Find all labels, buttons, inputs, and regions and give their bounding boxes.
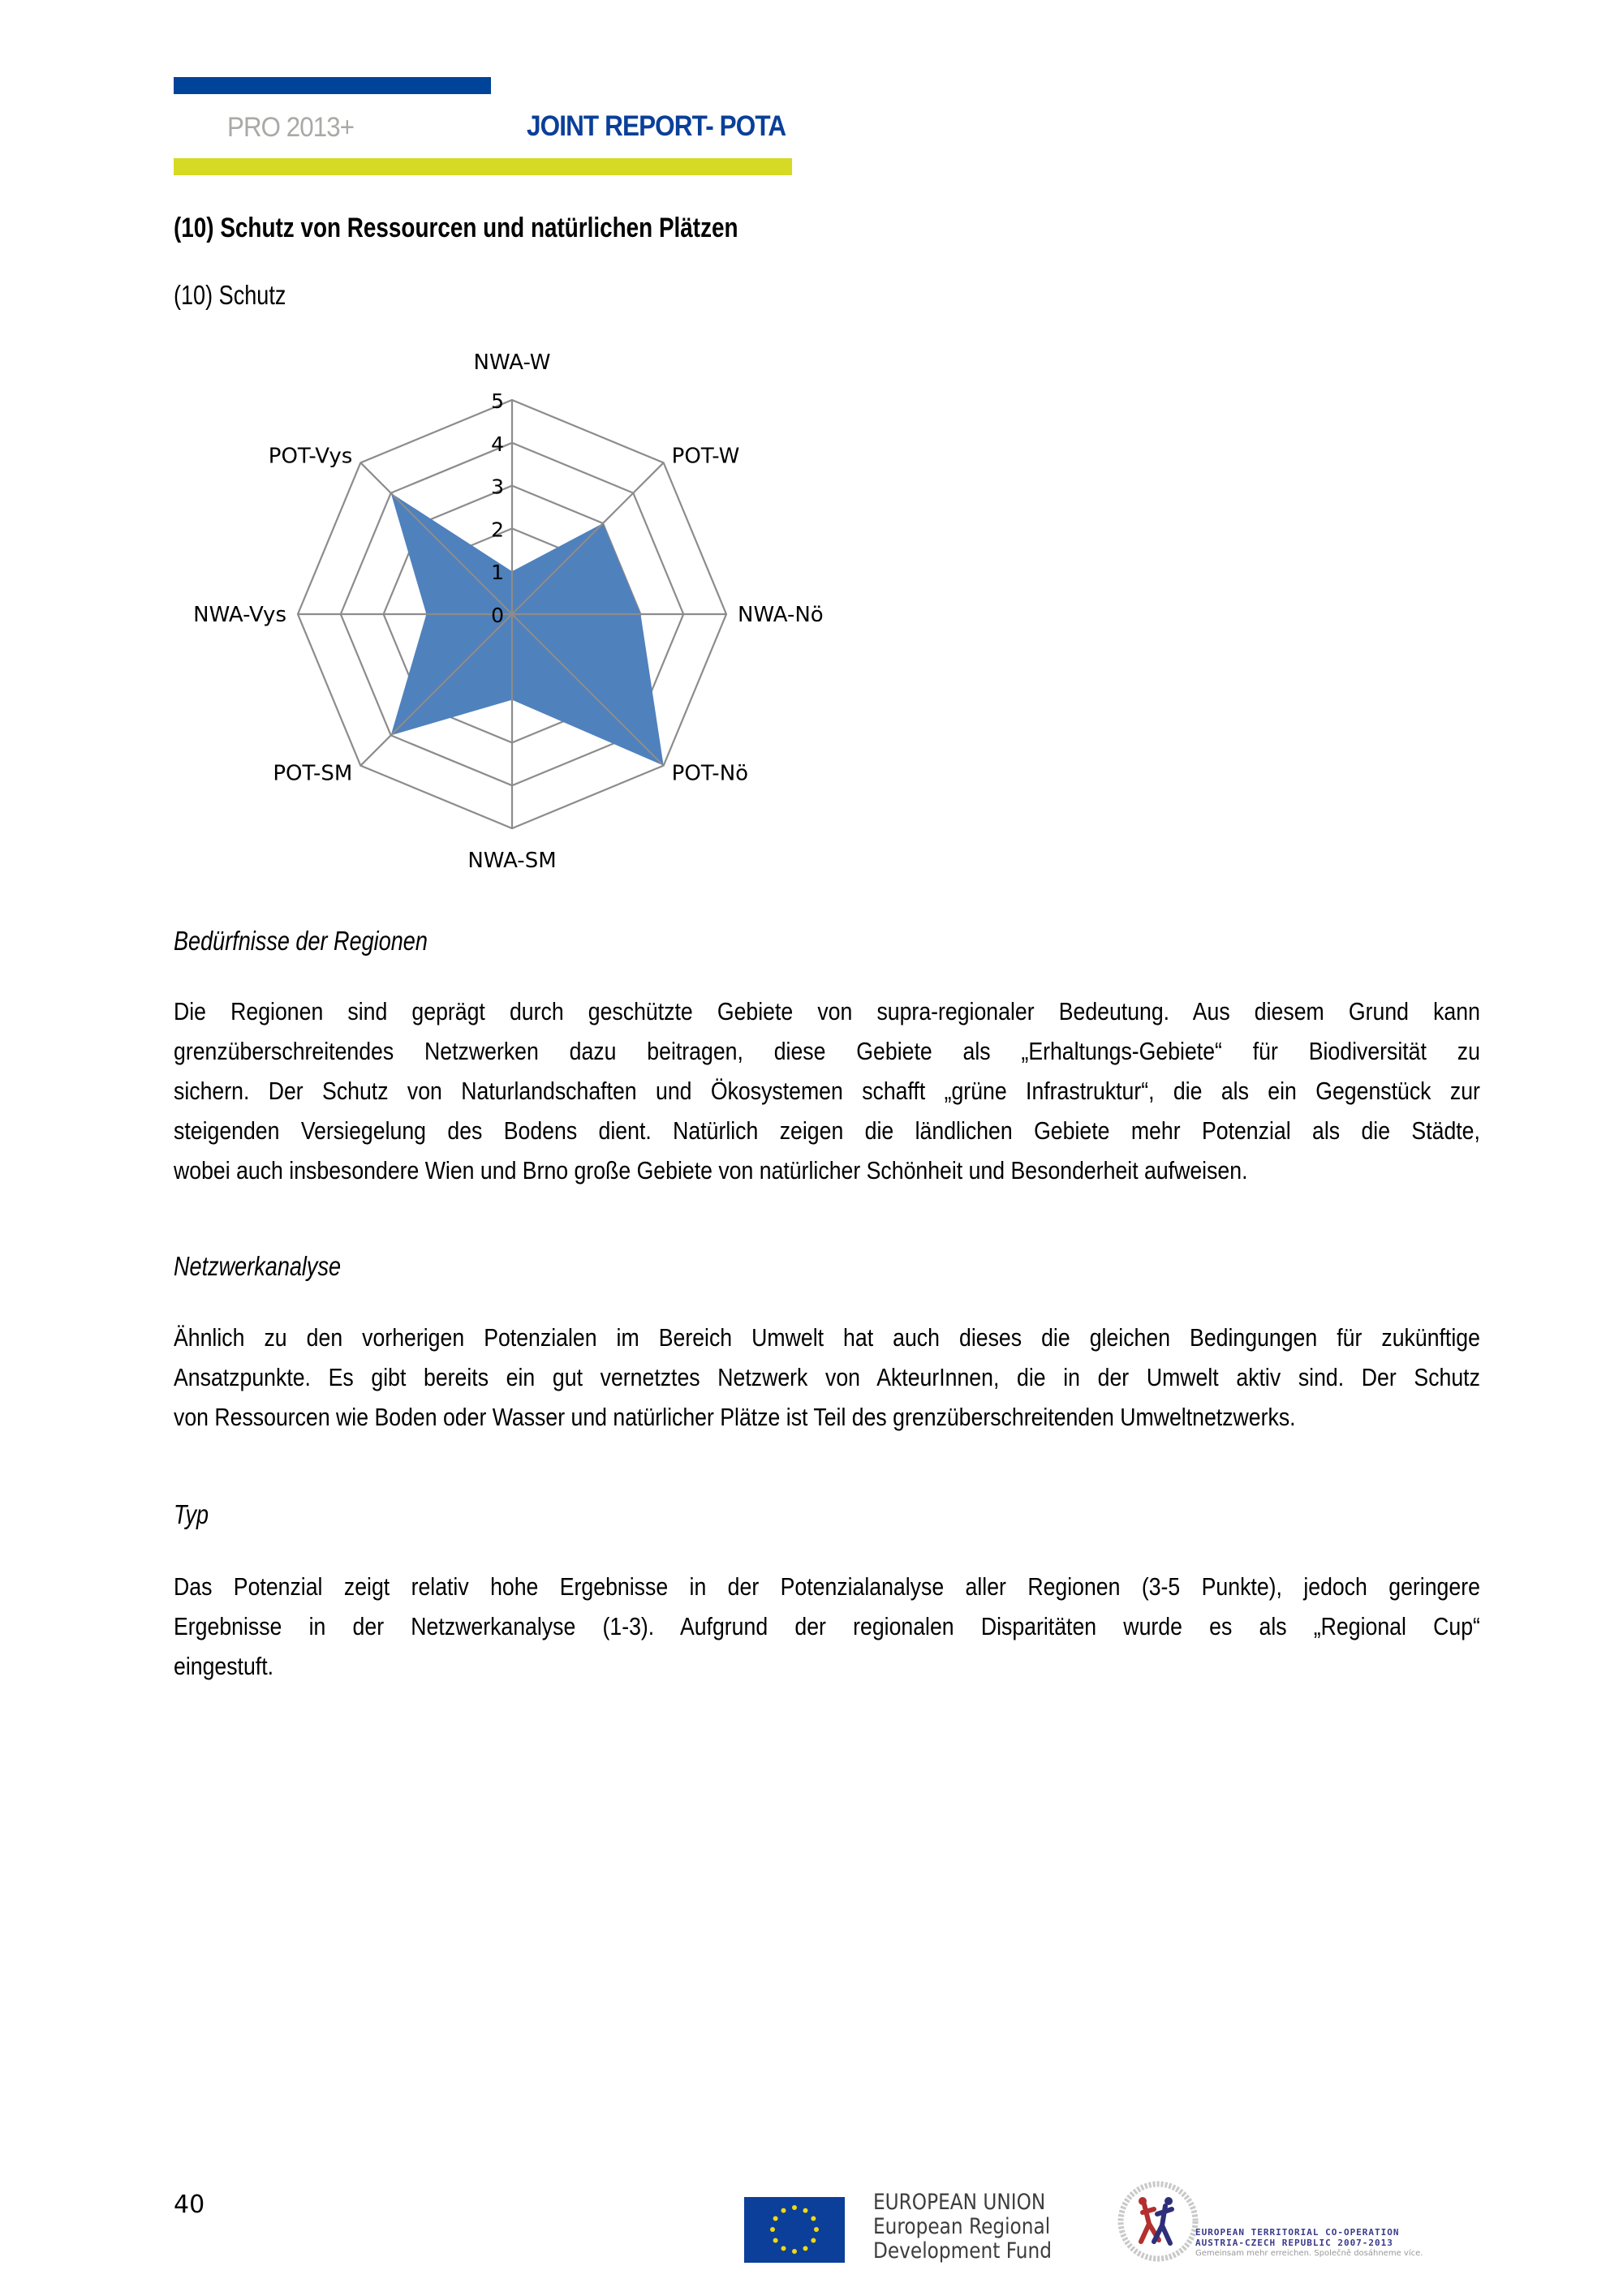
paragraph-line: Das Potenzial zeigt relativ hohe Ergebnisse in der Potenzialanalyse aller Regionen (3-5 Punkte), jedoch geringere xyxy=(174,1572,1480,1601)
paragraph-line: von Ressourcen wie Boden oder Wasser und natürlicher Plätze ist Teil des grenzüberschreitenden Umweltnetzwerks. xyxy=(174,1403,1296,1431)
paragraph-line: eingestuft. xyxy=(174,1652,274,1680)
eu-line: EUROPEAN UNION xyxy=(873,2190,1046,2215)
page-number: 40 xyxy=(174,2191,205,2219)
eu-line: Development Fund xyxy=(873,2238,1052,2264)
radar-category-label: POT-W xyxy=(671,444,740,469)
coop-program-label xyxy=(1195,2227,1423,2259)
radar-category-label: NWA-Vys xyxy=(193,603,286,627)
radar-axis-tick: 1 xyxy=(491,561,504,585)
block-title-network: Netzwerkanalyse xyxy=(174,1251,342,1281)
radar-axis-tick: 3 xyxy=(491,475,504,499)
eu-line: European Regional xyxy=(873,2214,1051,2239)
radar-chart-svg xyxy=(162,349,893,901)
chart-caption: (10) Schutz xyxy=(174,280,286,310)
block-body-needs xyxy=(174,991,1480,1190)
header-blue-bar xyxy=(174,77,491,94)
paragraph-line: wobei auch insbesondere Wien und Brno große Gebiete von natürlicher Schönheit und Besonderheit aufweisen. xyxy=(174,1156,1248,1185)
eu-fund-label xyxy=(873,2191,1052,2264)
radar-category-label: POT-SM xyxy=(273,761,353,786)
radar-axis-tick: 0 xyxy=(491,604,504,627)
header-yellow-bar xyxy=(174,158,792,175)
block-body-type xyxy=(174,1567,1480,1686)
radar-category-label: NWA-Nö xyxy=(738,603,824,627)
cz-at-cooperation-logo-icon xyxy=(1113,2177,1203,2266)
paragraph-line: sichern. Der Schutz von Naturlandschaften und Ökosystemen schafft „grüne Infrastruktur“, die als ein Gegenstück zur xyxy=(174,1077,1480,1105)
radar-chart xyxy=(162,349,893,901)
radar-category-label: NWA-SM xyxy=(467,849,557,873)
paragraph-line: Ähnlich zu den vorherigen Potenzialen im Bereich Umwelt hat auch dieses die gleichen Bedingungen für zukünftige xyxy=(174,1323,1480,1352)
coop-line: AUSTRIA-CZECH REPUBLIC 2007-2013 xyxy=(1195,2238,1393,2248)
paragraph-line: grenzüberschreitendes Netzwerken dazu beitragen, diese Gebiete als „Erhaltungs-Gebiete“ für Biodiversität zu xyxy=(174,1037,1480,1065)
block-body-network xyxy=(174,1318,1480,1437)
paragraph-line: Ansatzpunkte. Es gibt bereits ein gut vernetztes Netzwerk von AkteurInnen, die in der Umwelt aktiv sind. Der Schutz xyxy=(174,1363,1480,1391)
radar-axis-tick: 5 xyxy=(491,389,504,413)
coop-tagline: Gemeinsam mehr erreichen. Společně dosáhneme více. xyxy=(1195,2249,1423,2258)
paragraph-line: Ergebnisse in der Netzwerkanalyse (1-3). Aufgrund der regionalen Disparitäten wurde es als „Regional Cup“ xyxy=(174,1612,1480,1640)
section-heading: (10) Schutz von Ressourcen und natürlichen Plätzen xyxy=(174,213,738,243)
header-project-label: PRO 2013+ xyxy=(227,112,355,143)
block-title-type: Typ xyxy=(174,1499,209,1529)
paragraph-line: steigenden Versiegelung des Bodens dient. Natürlich zeigen die ländlichen Gebiete mehr Potenzial als die Städte, xyxy=(174,1116,1480,1145)
radar-category-label: NWA-W xyxy=(473,350,551,375)
paragraph-line: Die Regionen sind geprägt durch geschützte Gebiete von supra-regionaler Bedeutung. Aus diesem Grund kann xyxy=(174,997,1480,1025)
radar-axis-tick: 2 xyxy=(491,518,504,542)
header-report-title: JOINT REPORT- POTA xyxy=(527,110,786,142)
radar-category-label: POT-Vys xyxy=(268,444,353,469)
block-title-needs: Bedürfnisse der Regionen xyxy=(174,926,428,956)
coop-line: EUROPEAN TERRITORIAL CO-OPERATION xyxy=(1195,2227,1400,2238)
eu-flag-icon xyxy=(744,2197,845,2263)
radar-axis-tick: 4 xyxy=(491,432,504,456)
radar-category-label: POT-Nö xyxy=(671,761,749,786)
